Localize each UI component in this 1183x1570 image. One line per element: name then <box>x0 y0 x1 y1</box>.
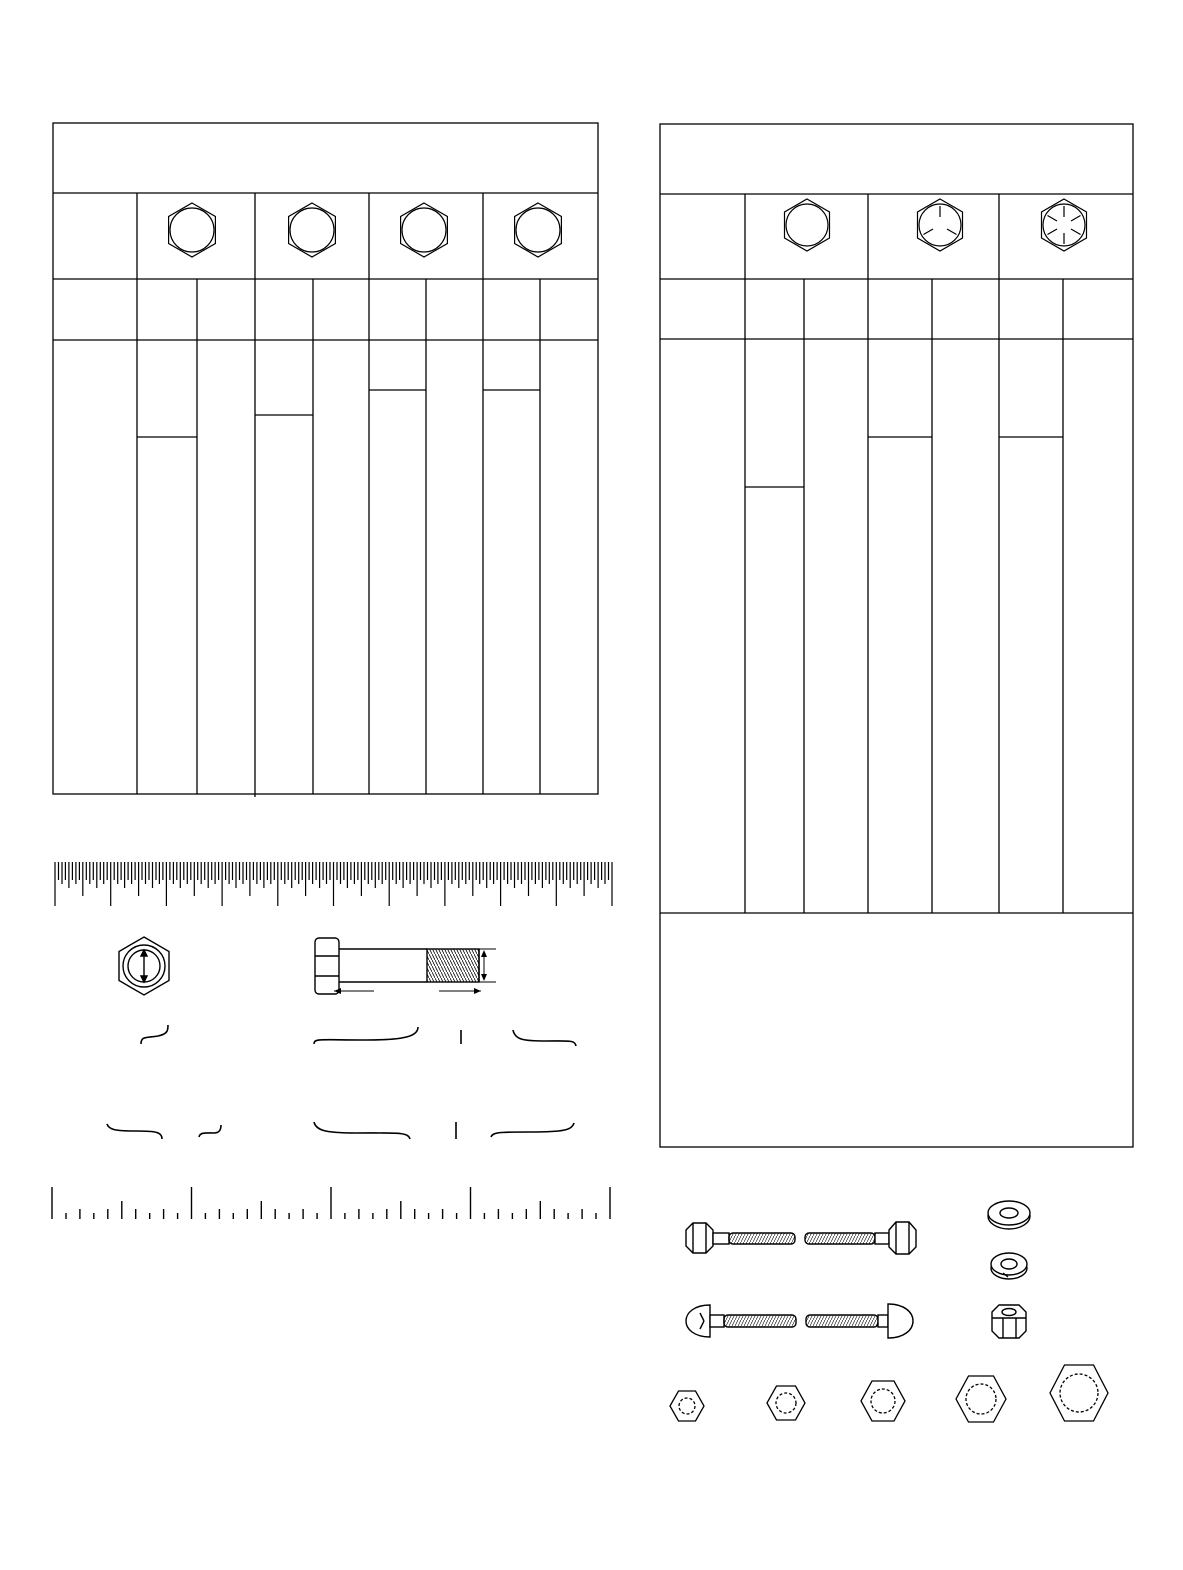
hex-size-4-icon <box>956 1376 1006 1422</box>
left-head-icons <box>169 203 562 257</box>
right-head-icons <box>785 199 1087 251</box>
dimension-braces-lower <box>107 1122 574 1139</box>
metric-scale-ruler <box>52 1187 610 1219</box>
hex-size-5-icon <box>1050 1365 1108 1421</box>
hex-size-2-icon <box>767 1386 805 1420</box>
hex-nut-icon <box>992 1305 1026 1338</box>
hex-head-plain-icon <box>289 203 336 257</box>
dimension-braces-upper <box>141 1025 576 1046</box>
hex-nut-diameter-icon <box>119 937 169 995</box>
head-size-icons <box>670 1365 1108 1422</box>
inch-scale-ruler <box>55 862 612 906</box>
carriage-bolt-icon <box>686 1304 913 1338</box>
hex-head-plain-icon <box>515 203 562 257</box>
hex-head-six-radial-lines-icon <box>1042 199 1087 251</box>
hex-size-1-icon <box>670 1391 704 1421</box>
hex-head-plain-icon <box>169 203 216 257</box>
hex-bolt-icon <box>686 1222 916 1254</box>
hex-size-3-icon <box>861 1381 905 1421</box>
hex-head-plain-icon <box>785 199 830 251</box>
flat-washer-icon <box>988 1201 1030 1229</box>
bolt-side-view-icon <box>315 938 496 994</box>
right-torque-chart <box>660 124 1133 1147</box>
lock-washer-icon <box>991 1253 1027 1279</box>
hex-head-three-radial-lines-icon <box>918 199 963 251</box>
hex-head-plain-icon <box>401 203 448 257</box>
